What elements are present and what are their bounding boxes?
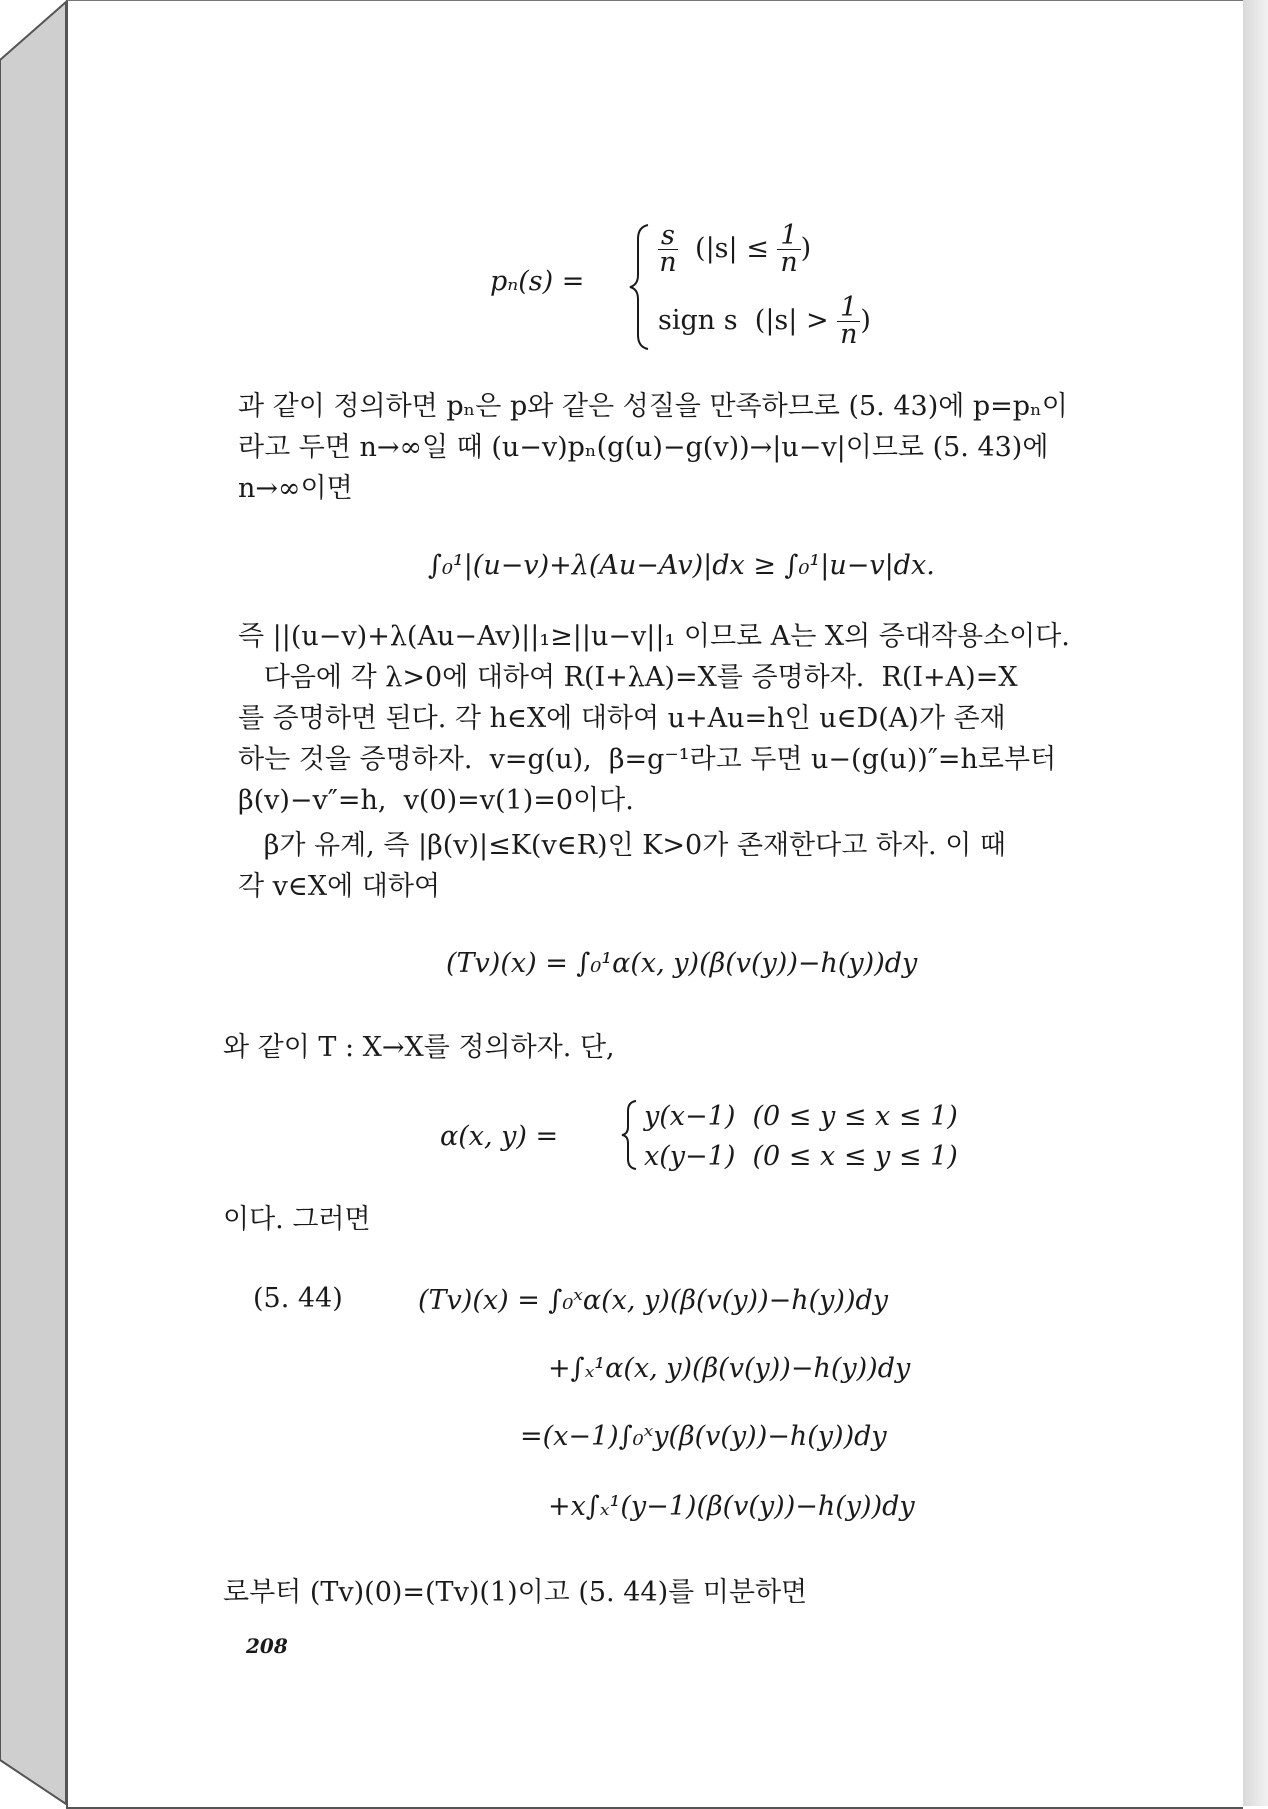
- para2-line1: 즉 ||(u−v)+λ(Au−Av)||₁≥||u−v||₁ 이므로 A는 X의 증대작용소이다.: [238, 621, 1070, 652]
- para2-line6: β가 유계, 즉 |β(v)|≤K(v∈R)인 K>0가 존재한다고 하자. 이 때: [238, 830, 1006, 861]
- book-page: [66, 0, 1243, 1809]
- para2-line2: 다음에 각 λ>0에 대하여 R(I+λA)=X를 증명하자. R(I+A)=X: [238, 662, 1018, 693]
- para5: 로부터 (Tv)(0)=(Tv)(1)이고 (5. 44)를 미분하면: [223, 1577, 808, 1608]
- pn-lhs: pₙ(s) =: [490, 266, 585, 297]
- page-number: 208: [246, 1634, 288, 1658]
- para2-line5: β(v)−v″=h, v(0)=v(1)=0이다.: [238, 785, 634, 816]
- para2-line4: 하는 것을 증명하자. v=g(u), β=g⁻¹라고 두면 u−(g(u))″=h로부터: [238, 744, 1057, 775]
- para2-line3: 를 증명하면 된다. 각 h∈X에 대하여 u+Au=h인 u∈D(A)가 존재: [238, 703, 1006, 734]
- para3: 와 같이 T : X→X를 정의하자. 단,: [223, 1032, 615, 1063]
- pn-case1: $\frac{s}{n}$ (|s| ≤ $\frac{1}{n}$ ): [659, 220, 812, 278]
- para1-line2: 라고 두면 n→∞일 때 (u−v)pₙ(g(u)−g(v))→|u−v|이므로 (5. 43)에: [238, 432, 1049, 463]
- eq544-line1: (Tv)(x) = ∫₀ˣα(x, y)(β(v(y))−h(y))dy: [418, 1285, 889, 1316]
- para1-line3: n→∞이면: [238, 473, 353, 504]
- pn-case2: sign s (|s| > $\frac{1}{n}$ ): [658, 292, 871, 350]
- alpha-lhs: α(x, y) =: [440, 1121, 559, 1152]
- inequality-integral: ∫₀¹|(u−v)+λ(Au−Av)|dx ≥ ∫₀¹|u−v|dx.: [428, 550, 935, 581]
- alpha-case2: x(y−1) (0 ≤ x ≤ y ≤ 1): [644, 1141, 958, 1172]
- para1-line1: 과 같이 정의하면 pₙ은 p와 같은 성질을 만족하므로 (5. 43)에 p=pₙ이: [238, 391, 1068, 422]
- para4: 이다. 그러면: [223, 1204, 371, 1235]
- eq544-line4: +x∫ₓ¹(y−1)(β(v(y))−h(y))dy: [548, 1491, 915, 1522]
- left-brace: [628, 223, 652, 351]
- book-spine: [0, 0, 70, 1806]
- alpha-brace: [620, 1099, 640, 1171]
- page-edge-shadow: [1241, 0, 1268, 1806]
- alpha-case1: y(x−1) (0 ≤ y ≤ x ≤ 1): [644, 1101, 958, 1132]
- eq544-line3: =(x−1)∫₀ˣy(β(v(y))−h(y))dy: [520, 1421, 887, 1452]
- equation-Tv: (Tv)(x) = ∫₀¹α(x, y)(β(v(y))−h(y))dy: [446, 948, 918, 979]
- equation-label-5-44: (5. 44): [253, 1283, 343, 1314]
- eq544-line2: +∫ₓ¹α(x, y)(β(v(y))−h(y))dy: [548, 1353, 911, 1384]
- para2-line7: 각 v∈X에 대하여: [238, 871, 441, 902]
